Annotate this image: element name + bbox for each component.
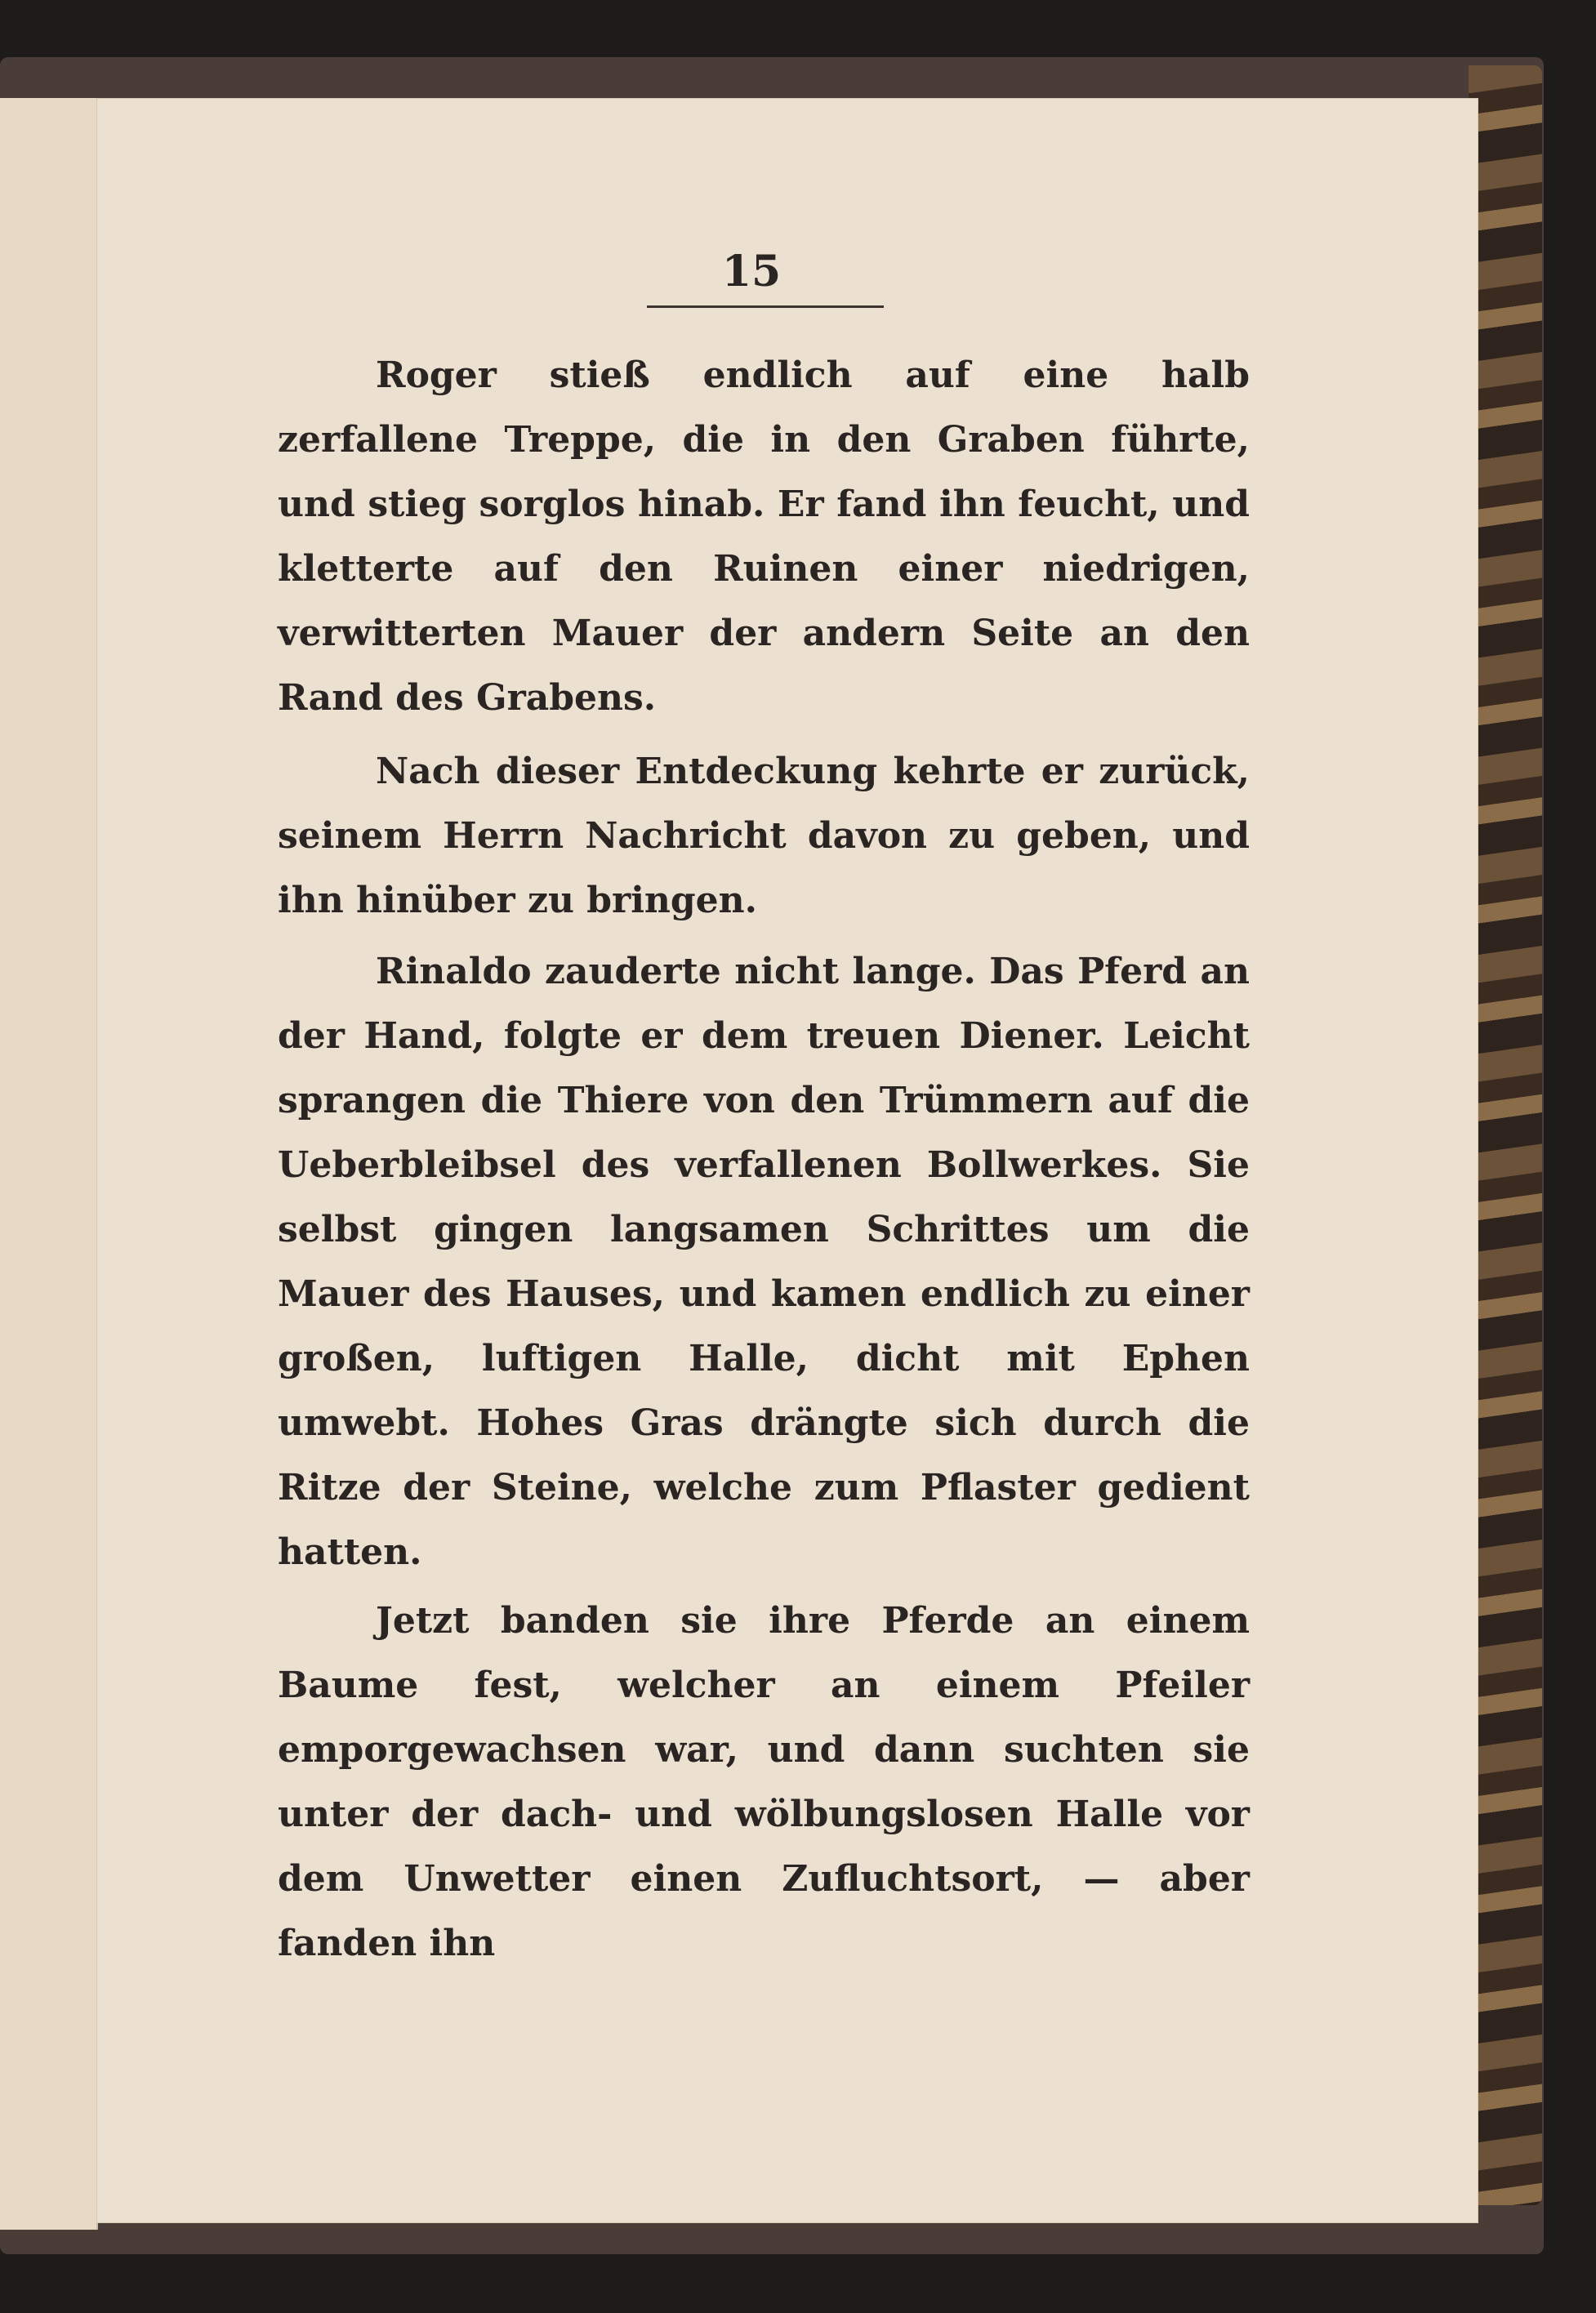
marbled-edge xyxy=(1469,65,1542,2205)
paragraph-1: Roger stieß endlich auf eine halb zerfallene Treppe, die in den Graben führte, und stieg sorglos hinab. Er fand ihn feucht, und kletterte auf den Ruinen einer niedrigen, verwitterten Mauer der andern Seite an den Rand des Grabens. xyxy=(278,354,1250,719)
paragraph-4: Jetzt banden sie ihre Pferde an einem Baume fest, welcher an einem Pfeiler emporgewachsen war, und dann suchten sie unter der dach- und wölbungslosen Halle vor dem Unwetter einen Zufluchtsort, — aber fanden ihn xyxy=(278,1600,1250,1964)
page-number-rule xyxy=(647,305,884,308)
paragraph-3: Rinaldo zauderte nicht lange. Das Pferd an der Hand, folgte er dem treuen Diener. Leicht sprangen die Thiere von den Trümmern auf die Ueberbleibsel des verfallenen Bollwerkes. Sie selbst gingen langsamen Schrittes um die Mauer des Hauses, und kamen endlich zu einer großen, luftigen Halle, dicht mit Ephen umwebt. Hohes Gras drängte sich durch die Ritze der Steine, welche zum Pflaster gedient hatten. xyxy=(278,951,1250,1573)
page-number: 15 xyxy=(721,247,782,296)
left-page-edge xyxy=(0,98,98,2230)
paragraph-2: Nach dieser Entdeckung kehrte er zurück, seinem Herrn Nachricht davon zu geben, und ihn hinüber zu bringen. xyxy=(278,751,1250,921)
